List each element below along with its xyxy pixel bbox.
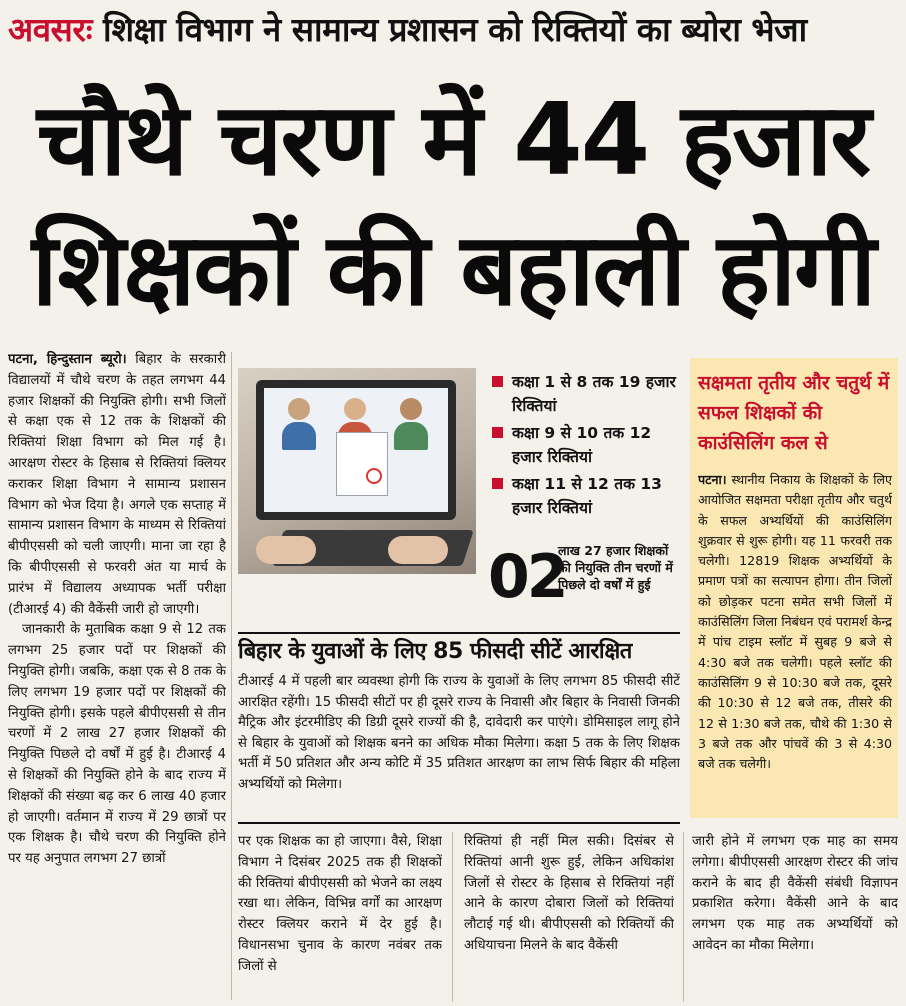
- resume-document-icon: [336, 432, 388, 496]
- hand-graphic: [388, 536, 448, 564]
- bottom-column-2: रिक्तियां ही नहीं मिल सकी। दिसंबर से रिक्तियां आनी शुरू हुई, लेकिन अधिकांश जिलों से रोस्टर के हिसाब से रिक्तियां नहीं आने के कारण दोबारा जिलों को रिक्तियां लौटाई गई थी। बीपीएससी को रिक्तियों की अधियाचना मिलने के बाद वैकेंसी: [464, 834, 674, 953]
- bullet-square-icon: [492, 427, 503, 438]
- stat-number: 02: [488, 542, 566, 612]
- sidebar-text: स्थानीय निकाय के शिक्षकों के लिए आयोजित सक्षमता परीक्षा तृतीय और चतुर्थ के सफल अभ्यर्थियों की काउंसिलिंग शुक्रवार से शुरू होगी। यह 11 फरवरी तक चलेगी। 12819 शिक्षक अभ्यर्थियों के प्रमाण पत्रों का सत्यापन होगा। तीन जिलों को छोड़कर पटना समेत सभी जिलों में काउंसिलिंग जिला निबंधन एवं परामर्श केन्द्र में पांच टाइम स्लॉट में सुबह 9 बजे से 4:30 बजे तक चलेगी। पहले स्लॉट की काउंसिलिंग 9 से 10:30 बजे तक, दूसरे की 10:30 से 12 बजे तक, तीसरे की 12 से 1:30 बजे तक, चौथे की 1:30 से 3 बजे तक और पांचवें की 3 से 4:30 बजे तक चलेगी।: [698, 472, 892, 772]
- vacancy-bullet-item: कक्षा 11 से 12 तक 13 हजार रिक्तियां: [490, 472, 680, 520]
- column-divider: [452, 832, 453, 1002]
- headline-line-2: शिक्षकों की बहाली होगी: [31, 211, 875, 328]
- stat-callout: [488, 538, 680, 618]
- stat-text: लाख 27 हजार शिक्षकों की नियुक्ति तीन चरणों में पिछले दो वर्षों में हुई: [558, 543, 673, 592]
- reservation-heading: बिहार के युवाओं के लिए 85 फीसदी सीटें आरक्षित: [238, 632, 680, 668]
- kicker-label: अवसरः: [8, 10, 93, 49]
- column-divider: [683, 832, 684, 1002]
- dateline: पटना, हिन्दुस्तान ब्यूरो।: [8, 352, 127, 367]
- hand-graphic: [256, 536, 316, 564]
- approval-stamp-icon: [366, 468, 382, 484]
- vacancy-bullets: [490, 370, 680, 523]
- bullet-square-icon: [492, 376, 503, 387]
- vacancy-bullet-item: कक्षा 1 से 8 तक 19 हजार रिक्तियां: [490, 370, 680, 418]
- recruitment-laptop-illustration: [238, 368, 476, 574]
- bottom-column-3: जारी होने में लगभग एक माह का समय लगेगा। बीपीएससी आरक्षण रोस्टर की जांच कराने के बाद ही वैकेंसी संबंधी विज्ञापन प्रकाशित करेगा। वैकेंसी आने के बाद लगभग एक माह तक अभ्यर्थियों को आवेदन का मौका मिलेगा।: [692, 834, 898, 953]
- headline-line-1: चौथे चरण में 44 हजार: [36, 81, 870, 198]
- reservation-box: [238, 632, 680, 818]
- person-icon: [282, 398, 316, 450]
- person-icon: [394, 398, 428, 450]
- kicker-text: शिक्षा विभाग ने सामान्य प्रशासन को रिक्तियों का ब्योरा भेजा: [103, 10, 807, 49]
- sidebar-dateline: पटना।: [698, 472, 727, 487]
- sidebar-heading: सक्षमता तृतीय और चतुर्थ में सफल शिक्षकों की काउंसिलिंग कल से: [698, 372, 890, 454]
- section-rule: [238, 822, 680, 824]
- sidebar-body: [698, 470, 892, 814]
- left-para-1: बिहार के सरकारी विद्यालयों में चौथे चरण के तहत लगभग 44 हजार शिक्षकों की नियुक्ति होगी। सभी जिलों से कक्षा एक से 12 तक के शिक्षकों की रिक्तियां शिक्षा विभाग को मिल गई है। आरक्षण रोस्टर के हिसाब से रिक्तियां क्लियर कराकर शिक्षा विभाग ने सामान्य प्रशासन विभाग को भेज दिया है। अगले एक सप्ताह में सामान्य प्रशासन विभाग के माध्यम से रिक्तियां बीपीएससी को चली जाएगी। माना जा रहा है कि बीपीएससी से फरवरी अंत या मार्च के प्रारंभ में विद्यालय अध्यापक भर्ती परीक्षा (टीआरई 4) की वैकेंसी जारी हो जाएगी।: [8, 352, 226, 617]
- reservation-body: टीआरई 4 में पहली बार व्यवस्था होगी कि राज्य के युवाओं के लिए लगभग 85 फीसदी सीटें आरक्षित रहेंगी। 15 फीसदी सीटों पर ही दूसरे राज्य के निवासी और बिहार के निवासी जिनकी मैट्रिक और इंटरमीडिए की डिग्री दूसरे राज्यों की है, दावेदारी कर पाएंगे। डोमिसाइल लागू होने से बिहार के युवाओं को शिक्षक बनने का अधिक मौका मिलेगा। कक्षा 5 तक के लिए शिक्षक भर्ती में 50 प्रतिशत और अन्य कोटि में 35 प्रतिशत आरक्षण का लाभ सिर्फ बिहार की महिला अभ्यर्थियों को मिलेगा।: [238, 674, 680, 792]
- info-box: [238, 360, 680, 622]
- left-para-2: जानकारी के मुताबिक कक्षा 9 से 12 तक लगभग 25 हजार पदों पर शिक्षकों की नियुक्ति होगी। जबकि, कक्षा एक से 8 तक के लिए लगभग 19 हजार पदों पर शिक्षकों की नियुक्ति होगी। इसके पहले बीपीएससी से तीन चरणों में 2 लाख 27 हजार शिक्षकों की नियुक्ति पिछले दो वर्षों में हुई है। टीआरई 4 से शिक्षकों की नियुक्ति होने के बाद राज्य में शिक्षकों की संख्या बढ़ कर 6 लाख 40 हजार हो जाएगी। वर्तमान में राज्य में 29 छात्रों पर एक शिक्षक है। चौथे चरण की नियुक्ति होने पर यह अनुपात लगभग 27 छात्रों: [8, 622, 226, 867]
- vacancy-bullet-item: कक्षा 9 से 10 तक 12 हजार रिक्तियां: [490, 421, 680, 469]
- column-divider: [231, 352, 232, 1000]
- bullet-square-icon: [492, 478, 503, 489]
- bottom-column-1: पर एक शिक्षक का हो जाएगा। वैसे, शिक्षा विभाग ने दिसंबर 2025 तक ही शिक्षकों की रिक्तियां बीपीएससी को भेजने का लक्ष्य रखा था। लेकिन, विभिन्न वर्गों का आरक्षण रोस्टर क्लियर कराने में देर हुई है। विधानसभा चुनाव के कारण नवंबर तक जिलों से: [238, 834, 442, 974]
- kicker: [8, 6, 898, 60]
- counselling-sidebar: [690, 358, 898, 818]
- left-article-column: [8, 350, 226, 1000]
